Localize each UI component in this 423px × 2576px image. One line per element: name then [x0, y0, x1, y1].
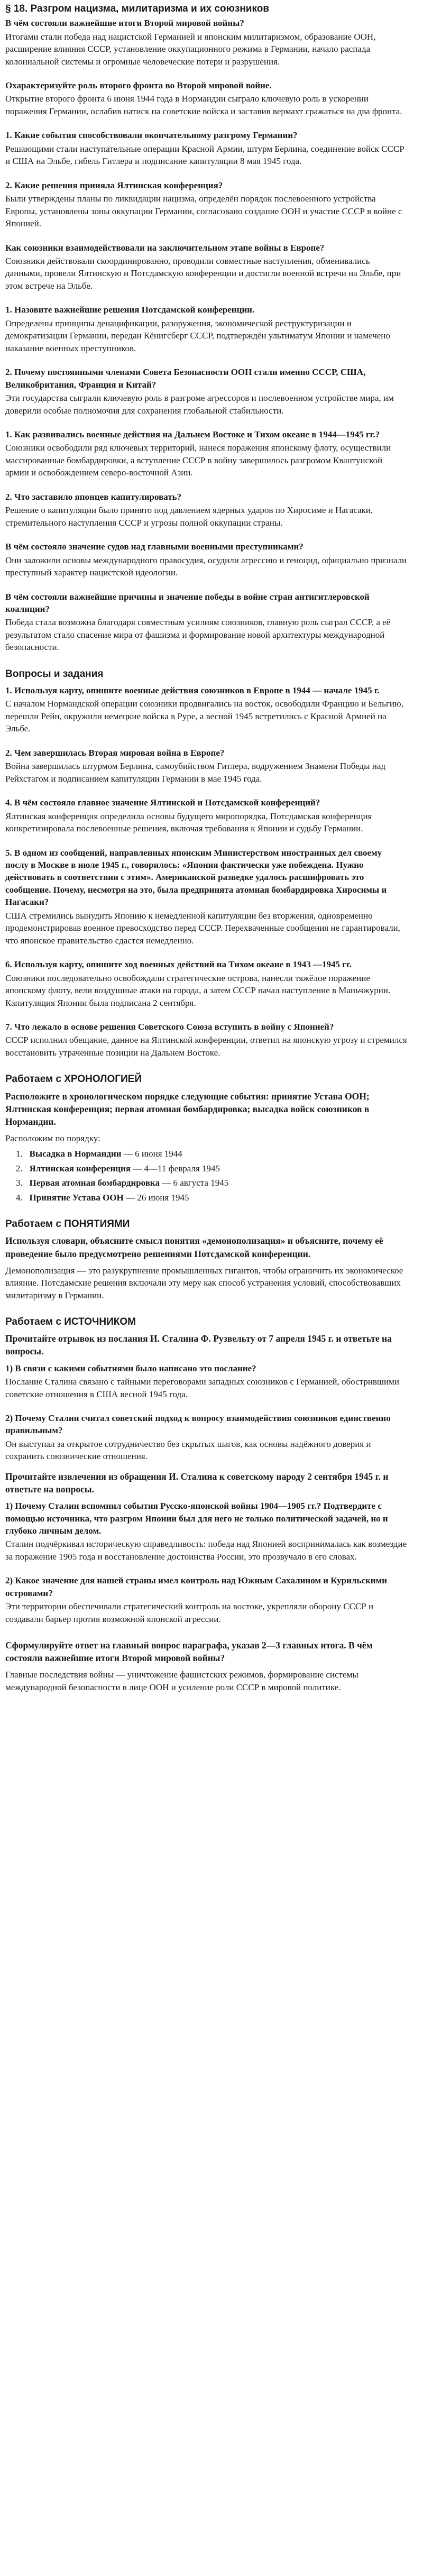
list-item: 3. Первая атомная бомбардировка — 6 августа 1945 [16, 1178, 229, 1188]
answer-text: Решающими стали наступательные операции Красной Армии, штурм Берлина, соединение войск СССР и США на Эльбе, гибель Гитлера и подписание капитуляции 8 мая 1945 года. [5, 143, 404, 167]
answer-text: Определены принципы денацификации, разоружения, экономической реструктуризации и демократизации Германии, передан Кёнигсберг СССР, подтверждён ультиматум Японии и намечено наказание военных преступников. [5, 318, 390, 353]
question-heading: 2) Почему Сталин считал советский подход к вопросу взаимодействия союзников единственно правильным? [5, 1413, 391, 1436]
answer-text: Итогами стали победа над нацистской Германией и японским милитаризмом, образование ООН, расширение влияния СССР, установление оккупационного режима в Германии, начало распада колониальной системы и огромные человеческие потери и разрушения. [5, 31, 376, 67]
question-heading: Как союзники взаимодействовали на заключительном этапе войны в Европе? [5, 242, 325, 253]
list-item: 4. Принятие Устава ООН — 26 июня 1945 [16, 1192, 189, 1203]
answer-text: Ялтинская конференция определила основы будущего миропорядка, Потсдамская конференция конкретизировала послевоенные решения, включая требования к Японии и судьбу Германии. [5, 811, 372, 834]
section-heading-chronology: Работаем с ХРОНОЛОГИЕЙ [5, 1074, 142, 1085]
question-heading: 1) Почему Сталин вспомнил события Русско-японской войны 1904—1905 гг.? Подтвердите с помощью источника, что разгром Японии был для него не только политической задачей, но и глубоко личным делом. [5, 1501, 388, 1536]
question-heading: 2. Что заставило японцев капитулировать? [5, 491, 182, 502]
answer-text: Были утверждены планы по ликвидации нацизма, определён порядок послевоенного устройства Европы, установлены зоны оккупации Германии, согласовано создание ООН и участие СССР в войне с Японией. [5, 194, 402, 229]
final-question: Сформулируйте ответ на главный вопрос параграфа, указав 2—3 главных итога. В чём состояли важнейшие итоги Второй мировой войны? [5, 1640, 373, 1664]
section-heading-concepts: Работаем с ПОНЯТИЯМИ [5, 1218, 130, 1230]
question-heading: 5. В одном из сообщений, направленных японским Министерством иностранных дел своему послу в Москве в июле 1945 г., говорилось: «Япония фактически уже побеждена. Нужно действовать в соответствии с этим». Американской разведке удалось расшифровать это сообщение. Почему, несмотря на это, была предпринята атомная бомбардировка Хиросимы и Нагасаки? [5, 847, 387, 907]
source-task: Прочитайте извлечения из обращения И. Сталина к советскому народу 2 сентября 1945 г. и ответьте на вопросы. [5, 1471, 389, 1495]
question-heading: В чём состояли важнейшие итоги Второй мировой войны? [5, 18, 244, 29]
chronology-list [5, 1148, 407, 1204]
answer-text: Послание Сталина связано с тайными переговорами западных союзников с Германией, обострившими советские отношения в США весной 1945 года. [5, 1377, 399, 1399]
answer-text: Победа стала возможна благодаря совместным усилиям союзников, главную роль сыграл СССР, а её результатом стало спасение мира от фашизма и формирование новой архитектуры международной безопасности. [5, 617, 391, 653]
concepts-task: Используя словари, объясните смысл понятия «демонополизация» и объясните, почему её проведение было предусмотрено решениями Потсдамской конференции. [5, 1235, 383, 1259]
answer-text: Решение о капитуляции было принято под давлением ядерных ударов по Хиросиме и Нагасаки, стремительного наступления СССР и угрозы полной оккупации страны. [5, 505, 373, 528]
spacer [5, 1463, 407, 1468]
answer-text: СССР исполнил обещание, данное на Ялтинской конференции, ответил на японскую угрозу и стремился восстановить утраченные позиции на Дальнем Востоке. [5, 1035, 407, 1058]
question-heading: 2) Какое значение для нашей страны имел контроль над Южным Сахалином и Курильскими островами? [5, 1575, 387, 1598]
question-heading: 1. Назовите важнейшие решения Потсдамской конференции. [5, 305, 255, 315]
answer-text: С началом Нормандской операции союзники продвигались на восток, освободили Францию и Бельгию, перешли Рейн, окружили немецкие войска в Руре, а весной 1945 встретились с Красной Армией на Эльбе. [5, 699, 403, 734]
chronology-task: Расположите в хронологическом порядке следующие события: принятие Устава ООН; Ялтинская конференция; первая атомная бомбардировка; высадка войск союзников в Нормандии. [5, 1090, 370, 1127]
question-heading: 1. Используя карту, опишите военные действия союзников в Европе в 1944 — начале 1945 г. [5, 685, 380, 696]
answer-text: Союзники освободили ряд ключевых территорий, нанеся поражения японскому флоту, осуществили массированные бомбардировки, а вступление СССР в войну завершилось разгромом Квантунской армии и освобождением северо-восточной Азии. [5, 443, 391, 478]
question-heading: 1. Какие события способствовали окончательному разгрому Германии? [5, 130, 298, 141]
page-title: § 18. Разгром нацизма, милитаризма и их союзников [5, 3, 270, 14]
answer-text: Открытие второго фронта 6 июня 1944 года в Нормандии сыграло ключевую роль в ускорении поражения Германии, ослабив натиск на советские войска и заставив вермахт сражаться на два фронта. [5, 94, 402, 116]
section-heading-sources: Работаем с ИСТОЧНИКОМ [5, 1316, 136, 1328]
question-heading: 1. Как развивались военные действия на Дальнем Востоке и Тихом океане в 1944—1945 гг.? [5, 429, 380, 439]
answer-text: Союзники последовательно освобождали стратегические острова, нанесли тяжёлое поражение японскому флоту, вели воздушные атаки на города, а затем СССР начал наступление в Маньчжурии. Капитуляция Японии была подписана 2 сентября. [5, 973, 391, 1008]
answer-text: Эти государства сыграли ключевую роль в разгроме агрессоров и послевоенном устройстве мира, им доверили особые полномочия для сохранения глобальной стабильности. [5, 393, 394, 416]
chronology-subheading: Расположим по порядку: [5, 1133, 100, 1143]
answer-text: Сталин подчёркивал историческую справедливость: победа над Японией воспринималась как возмездие за поражение 1905 года и восстановление достоинства России, это прозвучало в его словах. [5, 1539, 407, 1562]
list-item: 2. Ялтинская конференция — 4—11 февраля 1945 [16, 1163, 220, 1174]
question-heading: 2. Почему постоянными членами Совета Безопасности ООН стали именно СССР, США, Великобритания, Франция и Китай? [5, 367, 366, 390]
question-heading: Охарактеризуйте роль второго фронта во Второй мировой войне. [5, 80, 272, 91]
question-heading: 2. Какие решения приняла Ялтинская конференция? [5, 180, 223, 190]
answer-text: Демонополизация — это разукрупнение промышленных гигантов, чтобы ограничить их экономическое влияние. Потсдамские решения включали эту меру как способ устранения условий, способствовавших милитаризму в Германии. [5, 1265, 403, 1300]
question-heading: 6. Используя карту, опишите ход военных действий на Тихом океане в 1943 —1945 гг. [5, 959, 352, 970]
answer-text: Эти территории обеспечивали стратегический контроль на востоке, укрепляли оборону СССР и создавали барьер против возможной японской агрессии. [5, 1601, 374, 1624]
question-heading: 4. В чём состояло главное значение Ялтинской и Потсдамской конференций? [5, 797, 320, 808]
answer-text: Они заложили основы международного правосудия, осудили агрессию и геноцид, официально признали преступный характер нацистской идеологии. [5, 555, 407, 578]
answer-text: Главные последствия войны — уничтожение фашистских режимов, формирование системы международной безопасности в лице ООН и усиление роли СССР в мировой политике. [5, 1670, 358, 1692]
question-heading: 1) В связи с какими событиями было написано это послание? [5, 1363, 256, 1373]
source-task: Прочитайте отрывок из послания И. Сталина Ф. Рузвельту от 7 апреля 1945 г. и ответьте на вопросы. [5, 1333, 392, 1357]
question-heading: 7. Что лежало в основе решения Советского Союза вступить в войну с Японией? [5, 1021, 334, 1032]
section-heading-questions: Вопросы и задания [5, 668, 104, 680]
question-heading: 2. Чем завершилась Вторая мировая война в Европе? [5, 747, 225, 758]
answer-text: Война завершилась штурмом Берлина, самоубийством Гитлера, водружением Знамени Победы над Рейхстагом и подписанием капитуляции Германии в мае 1945 года. [5, 761, 386, 784]
answer-text: Союзники действовали скоординированно, проводили совместные наступления, обменивались данными, провели Ялтинскую и Потсдамскую конференции и достигли военной встречи на Эльбе, при этом встрече на Эльбе. [5, 256, 401, 291]
answer-text: Он выступал за открытое сотрудничество без скрытых шагов, как основы надёжного доверия и сохранить союзнические отношения. [5, 1438, 371, 1462]
question-heading: В чём состояло значение судов над главными военными преступниками? [5, 542, 304, 552]
question-heading: В чём состояли важнейшие причины и значение победы в войне стран антигитлеровской коалиции? [5, 591, 370, 614]
answer-text: США стремились вынудить Японию к немедленной капитуляции без вторжения, одновременно продемонстрировав военное превосходство перед СССР. Перехваченные сообщения не гарантировали, что японское правительство сдастся немедленно. [5, 910, 400, 946]
list-item: 1. Высадка в Нормандии — 6 июня 1944 [16, 1149, 182, 1159]
